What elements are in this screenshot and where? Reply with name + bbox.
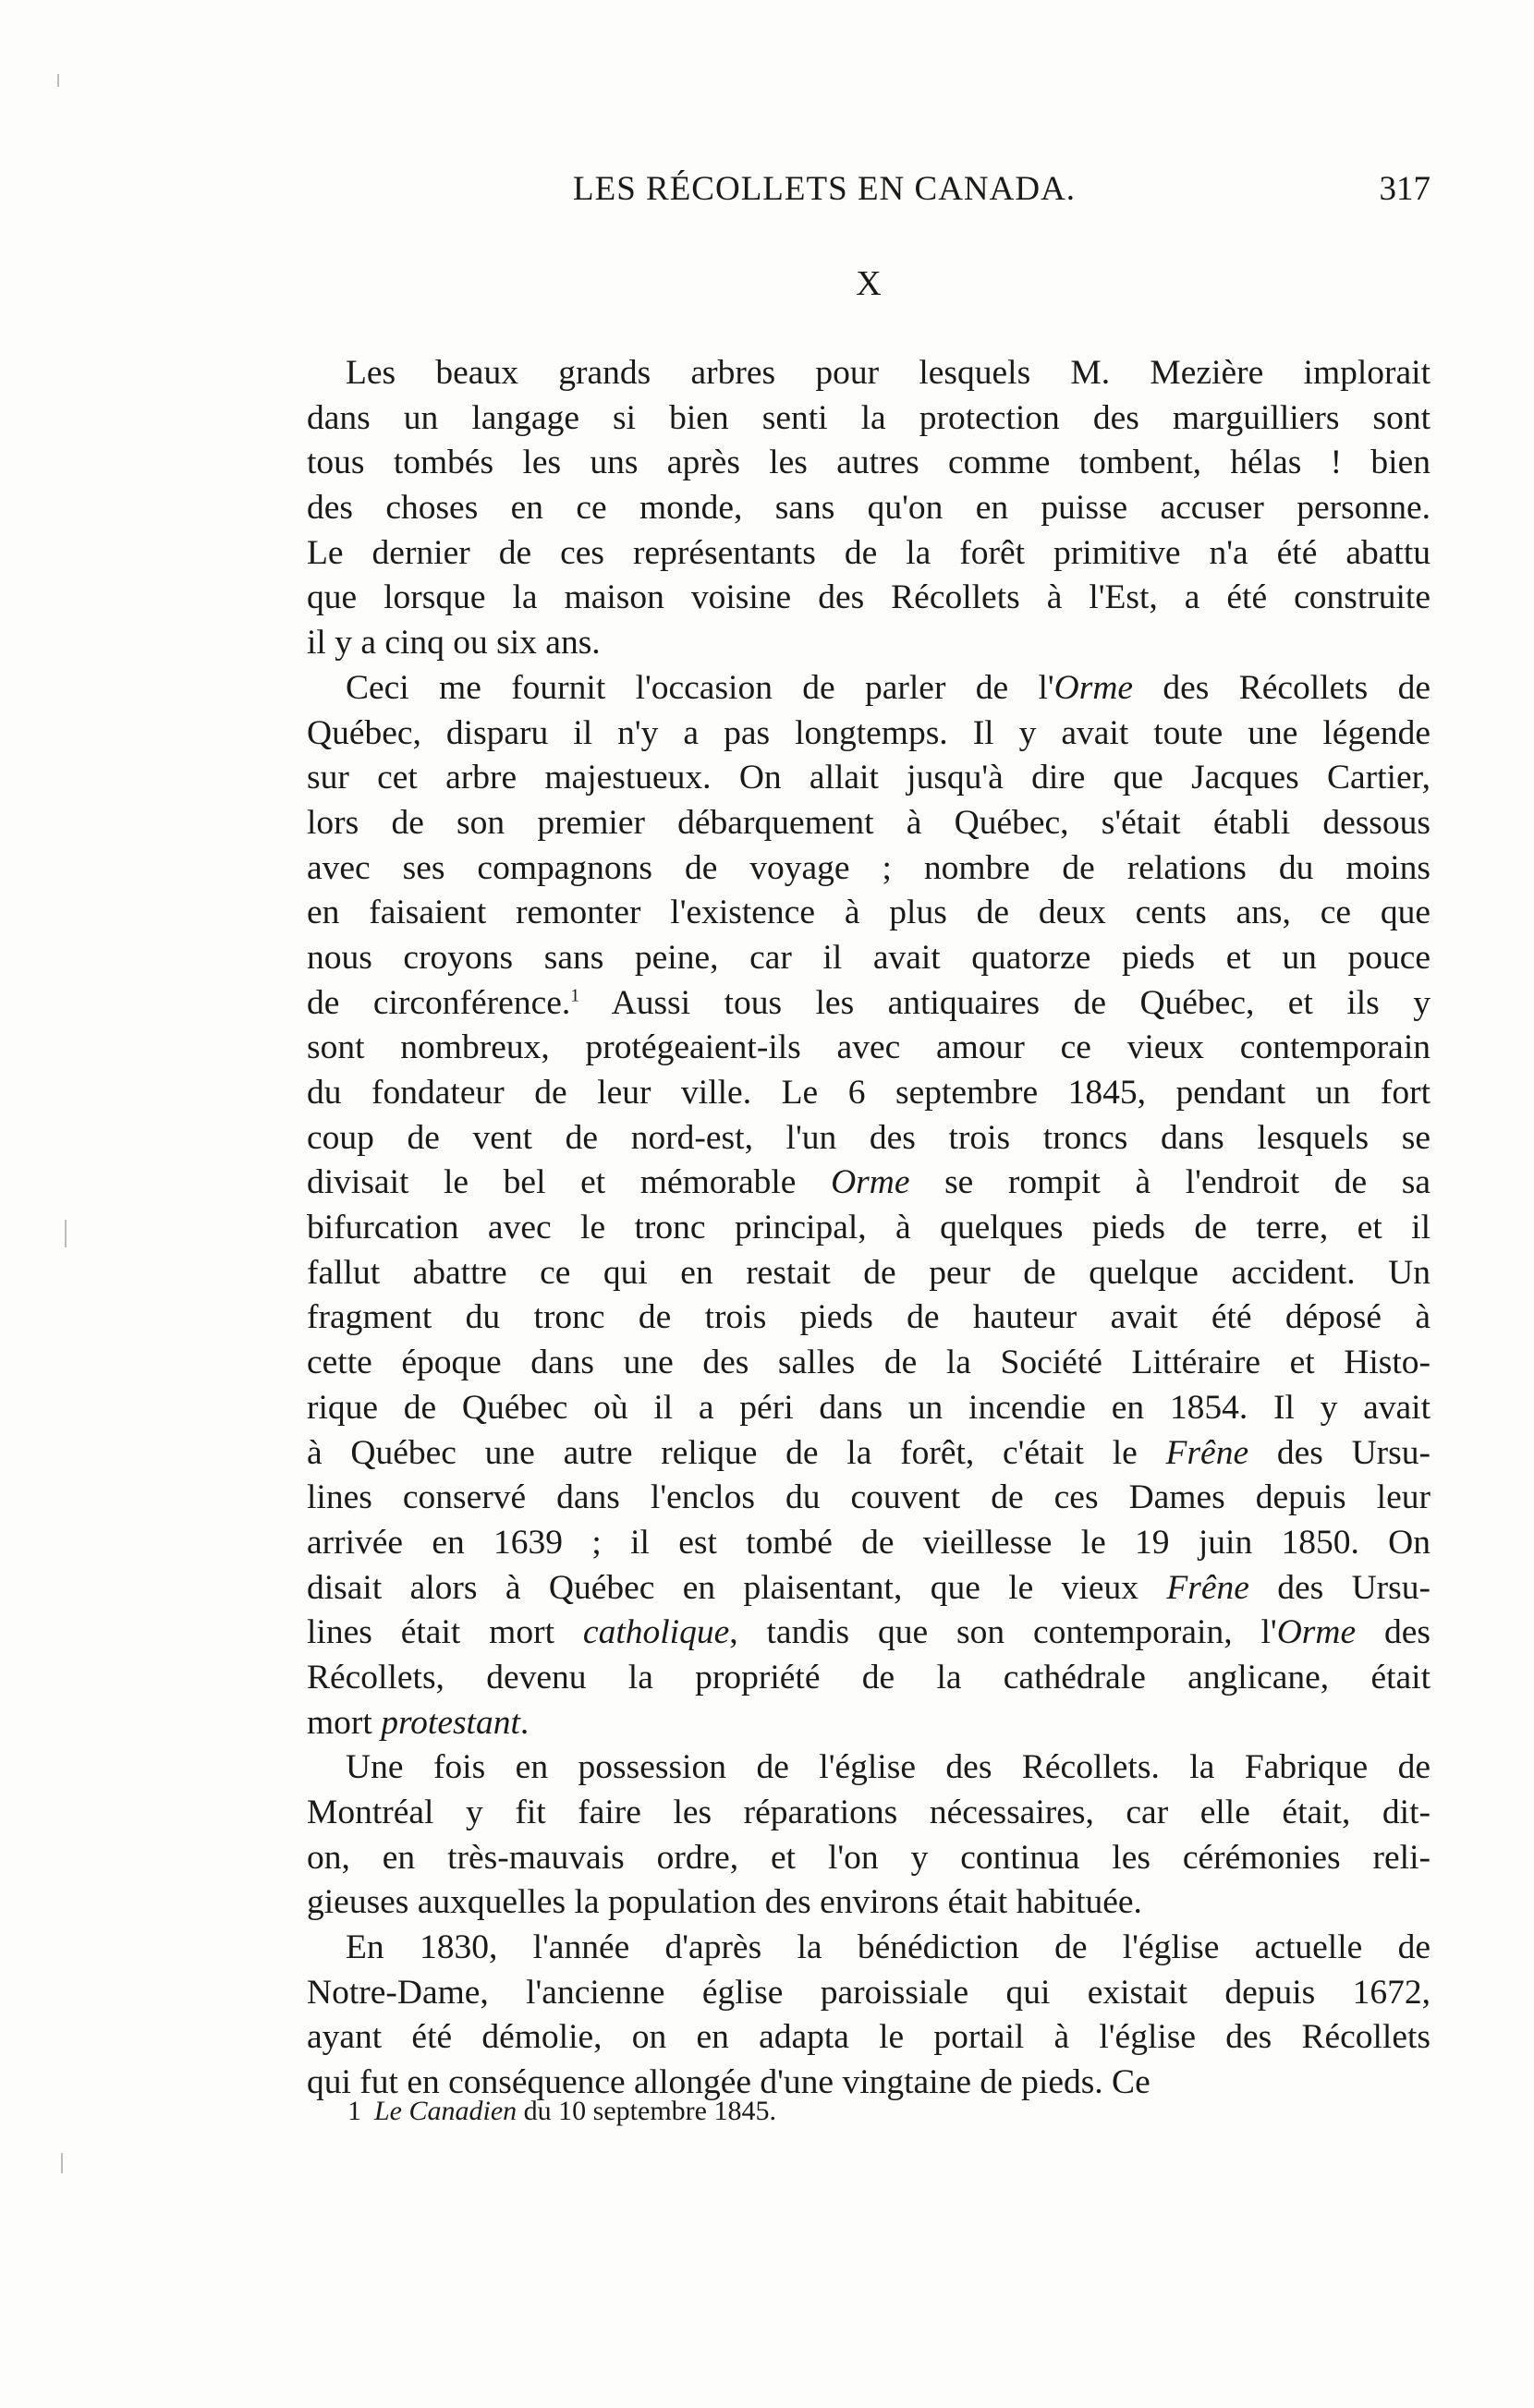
text-line: lors de son premier débarquement à Québec, s'était établi dessous — [307, 803, 1431, 842]
italic-term: Frêne — [1165, 1433, 1249, 1472]
body-text — [307, 351, 1431, 2106]
text-line: nous croyons sans peine, car il avait quatorze pieds et un pouce — [307, 938, 1431, 977]
text-segment: disait alors à Québec en plaisentant, que le vieux — [307, 1568, 1167, 1607]
text-segment: lines était mort — [307, 1613, 583, 1652]
text-line: que lorsque la maison voisine des Récollets à l'Est, a été construite — [307, 578, 1431, 617]
text-line: tous tombés les uns après les autres comme tombent, hélas ! bien — [307, 444, 1431, 482]
footnote-source-title: Le Canadien — [374, 2096, 517, 2126]
text-line: qui fut en conséquence allongée d'une vingtaine de pieds. Ce — [307, 2063, 1150, 2102]
italic-term: protestant — [381, 1703, 520, 1742]
text-segment: . — [519, 1703, 530, 1742]
text-line: ayant été démolie, on en adapta le portail à l'église des Récollets — [307, 2018, 1431, 2057]
text-segment: Ceci me fournit l'occasion de parler de l' — [346, 668, 1054, 707]
text-line: cette époque dans une des salles de la Société Littéraire et Histo- — [307, 1344, 1431, 1382]
text-line — [307, 981, 1431, 1027]
text-line: Québec, disparu il n'y a pas longtemps. Il y avait toute une légende — [307, 713, 1431, 752]
text-line: rique de Québec où il a péri dans un incendie en 1854. Il y avait — [307, 1388, 1431, 1427]
text-line: Les beaux grands arbres pour lesquels M. Mezière implorait — [346, 354, 1431, 392]
text-segment: mort — [307, 1703, 382, 1742]
text-line: fallut abattre ce qui en restait de peur de quelque accident. Un — [307, 1253, 1431, 1292]
text-line — [307, 1566, 1431, 1611]
text-line: il y a cinq ou six ans. — [307, 624, 601, 663]
text-line: Une fois en possession de l'église des Récollets. la Fabrique de — [346, 1748, 1431, 1787]
italic-term: catholique — [582, 1613, 730, 1652]
text-line: du fondateur de leur ville. Le 6 septembre 1845, pendant un fort — [307, 1074, 1431, 1112]
text-line: dans un langage si bien senti la protection des marguilliers sont — [307, 398, 1431, 437]
italic-term: Orme — [1053, 668, 1134, 707]
italic-term: Orme — [831, 1163, 910, 1202]
text-line — [307, 1611, 1431, 1656]
text-line: coup de vent de nord-est, l'un des trois troncs dans lesquels se — [307, 1118, 1431, 1157]
footnote-source-date: du 10 septembre 1845. — [517, 2096, 776, 2126]
footnote — [347, 2096, 776, 2127]
text-line: Notre-Dame, l'ancienne église paroissiale qui existait depuis 1672, — [307, 1973, 1431, 2012]
text-line: En 1830, l'année d'après la bénédiction de l'église actuelle de — [346, 1928, 1431, 1967]
text-line — [307, 666, 1431, 711]
text-segment: de circonférence. — [307, 983, 571, 1022]
text-segment: divisait le bel et mémorable — [307, 1163, 832, 1202]
text-line — [307, 1431, 1431, 1477]
text-line: bifurcation avec le tronc principal, à quelques pieds de terre, et il — [307, 1209, 1431, 1247]
text-line: avec ses compagnons de voyage ; nombre de relations du moins — [307, 848, 1431, 887]
running-head — [305, 169, 1431, 215]
text-segment: se rompit à l'endroit de sa — [909, 1163, 1431, 1202]
text-line: en faisaient remonter l'existence à plus de deux cents ans, ce que — [307, 894, 1431, 932]
text-line — [307, 1701, 1431, 1746]
text-line: Récollets, devenu la propriété de la cathédrale anglicane, était — [307, 1658, 1431, 1697]
text-line: des choses en ce monde, sans qu'on en puisse accuser personne. — [307, 489, 1431, 528]
text-line: arrivée en 1639 ; il est tombé de vieillesse le 19 juin 1850. On — [307, 1523, 1431, 1562]
text-segment: Aussi tous les antiquaires de Québec, et ils y — [579, 983, 1431, 1022]
text-segment: , tandis que son contemporain, l' — [729, 1613, 1277, 1652]
text-line: sont nombreux, protégeaient-ils avec amour ce vieux contemporain — [307, 1028, 1431, 1067]
footnote-number: 1 — [347, 2096, 361, 2126]
scan-speck — [65, 1220, 67, 1247]
text-line: fragment du tronc de trois pieds de hauteur avait été déposé à — [307, 1298, 1431, 1337]
scan-speck — [57, 74, 59, 87]
text-line: lines conservé dans l'enclos du couvent de ces Dames depuis leur — [307, 1478, 1431, 1517]
text-segment: à Québec une autre relique de la forêt, c'était le — [307, 1433, 1166, 1472]
running-title: LES RÉCOLLETS EN CANADA. — [573, 170, 1077, 208]
italic-term: Orme — [1276, 1613, 1357, 1652]
section-numeral: X — [856, 264, 882, 303]
italic-term: Frêne — [1166, 1568, 1249, 1607]
text-line: on, en très-mauvais ordre, et l'on y continua les cérémonies reli- — [307, 1838, 1431, 1877]
text-line: Le dernier de ces représentants de la forêt primitive n'a été abattu — [307, 533, 1431, 572]
scan-speck — [61, 2153, 63, 2173]
footnote-ref: 1 — [570, 985, 580, 1006]
text-line: gieuses auxquelles la population des environs était habituée. — [307, 1883, 1142, 1922]
text-line — [307, 1161, 1431, 1206]
text-segment: des Récollets de — [1133, 668, 1431, 707]
page-number: 317 — [1379, 170, 1431, 208]
text-line: sur cet arbre majestueux. On allait jusqu'à dire que Jacques Cartier, — [307, 759, 1431, 797]
text-segment: des Ursu- — [1248, 1568, 1431, 1607]
text-segment: des — [1356, 1613, 1431, 1652]
text-line: Montréal y fit faire les réparations nécessaires, car elle était, dit- — [307, 1794, 1431, 1831]
text-segment: des Ursu- — [1248, 1433, 1431, 1472]
